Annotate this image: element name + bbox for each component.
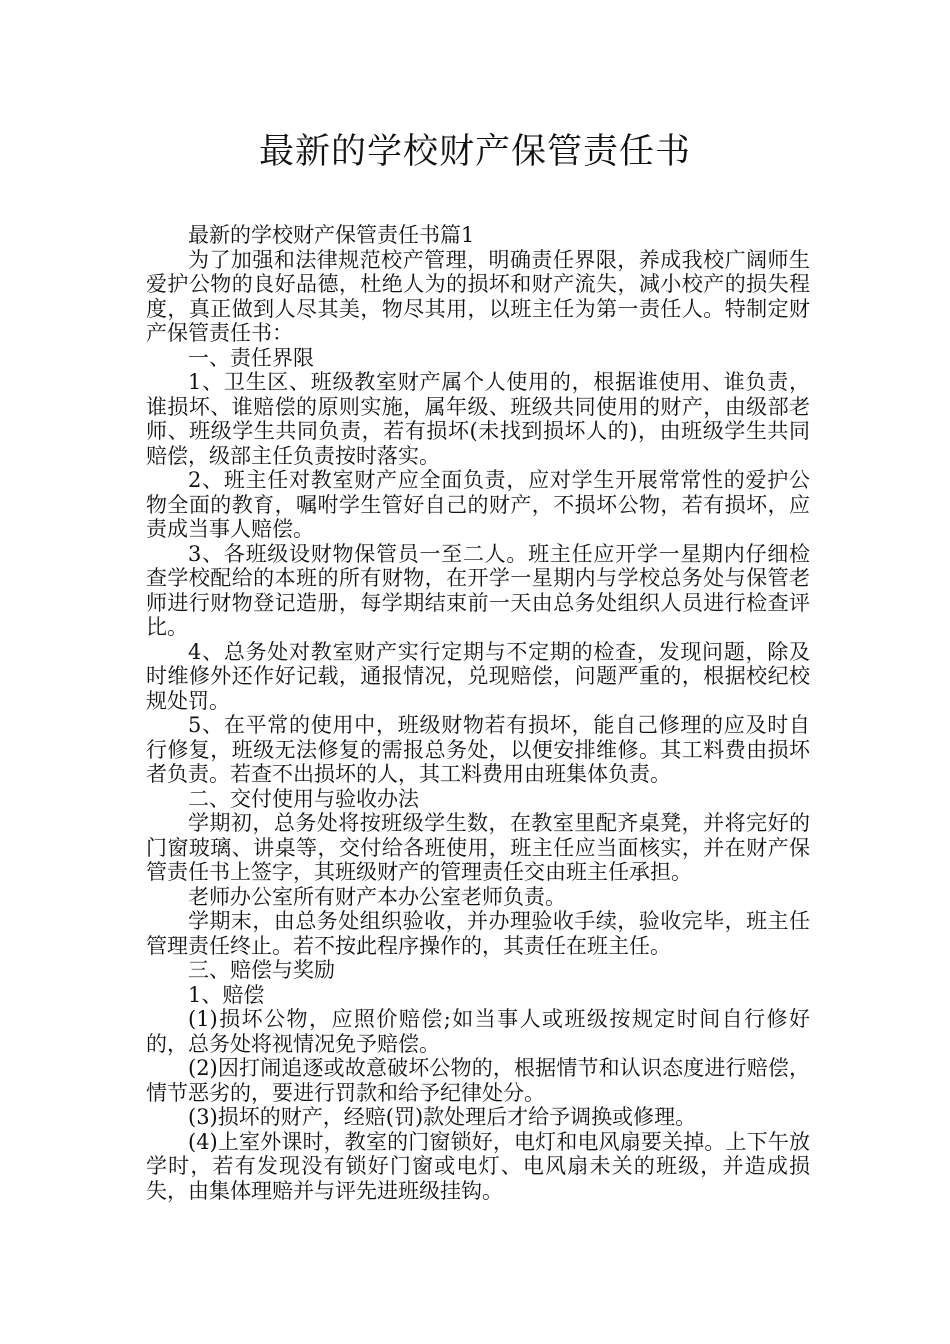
paragraph: 2、班主任对教室财产应全面负责，应对学生开展常常性的爱护公物全面的教育，嘱咐学生管好自己的财产，不损坏公物，若有损坏，应责成当事人赔偿。 xyxy=(146,468,810,541)
paragraph: 5、在平常的使用中，班级财物若有损坏，能自己修理的应及时自行修复，班级无法修复的需报总务处，以便安排维修。其工料费由损坏者负责。若查不出损坏的人，其工料费用由班集体负责。 xyxy=(146,713,810,786)
paragraph-intro: 为了加强和法律规范校产管理，明确责任界限，养成我校广阔师生爱护公物的良好品德，杜绝人为的损坏和财产流失，减小校产的损失程度，真正做到人尽其美，物尽其用，以班主任为第一责任人。特制定财产保管责任书： xyxy=(146,247,810,345)
paragraph: 1、卫生区、班级教室财产属个人使用的，根据谁使用、谁负责，谁损坏、谁赔偿的原则实施，属年级、班级共同使用的财产，由级部老师、班级学生共同负责，若有损坏(未找到损坏人的)，由班级学生共同赔偿，级部主任负责按时落实。 xyxy=(146,370,810,468)
paragraph: (2)因打闹追逐或故意破坏公物的，根据情节和认识态度进行赔偿，情节恶劣的，要进行罚款和给予纪律处分。 xyxy=(146,1056,810,1105)
document-body xyxy=(146,223,810,1203)
document-title: 最新的学校财产保管责任书 xyxy=(258,132,691,172)
paragraph: 学期末，由总务处组织验收，并办理验收手续，验收完毕，班主任管理责任终止。若不按此程序操作的，其责任在班主任。 xyxy=(146,909,810,958)
paragraph-heading: 最新的学校财产保管责任书篇1 xyxy=(188,223,475,247)
paragraph: (3)损坏的财产，经赔(罚)款处理后才给予调换或修理。 xyxy=(188,1105,697,1129)
section-heading-2: 二、交付使用与验收办法 xyxy=(188,786,419,811)
paragraph: 学期初，总务处将按班级学生数，在教室里配齐桌凳，并将完好的门窗玻璃、讲桌等，交付给各班使用，班主任应当面核实，并在财产保管责任书上签字，其班级财产的管理责任交由班主任承担。 xyxy=(146,811,810,884)
section-heading-1: 一、责任界限 xyxy=(188,345,314,370)
paragraph: (4)上室外课时，教室的门窗锁好，电灯和电风扇要关掉。上下午放学时，若有发现没有锁好门窗或电灯、电风扇未关的班级，并造成损失，由集体理赔并与评先进班级挂钩。 xyxy=(146,1129,810,1203)
subsection-heading: 1、赔偿 xyxy=(188,982,265,1007)
paragraph: (1)损坏公物，应照价赔偿;如当事人或班级按规定时间自行修好的，总务处将视情况免予赔偿。 xyxy=(146,1007,810,1056)
paragraph: 3、各班级设财物保管员一至二人。班主任应开学一星期内仔细检查学校配给的本班的所有财物，在开学一星期内与学校总务处与保管老师进行财物登记造册，每学期结束前一天由总务处组织人员进行检查评比。 xyxy=(146,541,810,639)
paragraph: 老师办公室所有财产本办公室老师负责。 xyxy=(188,884,566,909)
section-heading-3: 三、赔偿与奖励 xyxy=(188,958,335,982)
paragraph: 4、总务处对教室财产实行定期与不定期的检查，发现问题，除及时维修外还作好记载，通报情况，兑现赔偿，问题严重的，根据校纪校规处罚。 xyxy=(146,639,810,713)
